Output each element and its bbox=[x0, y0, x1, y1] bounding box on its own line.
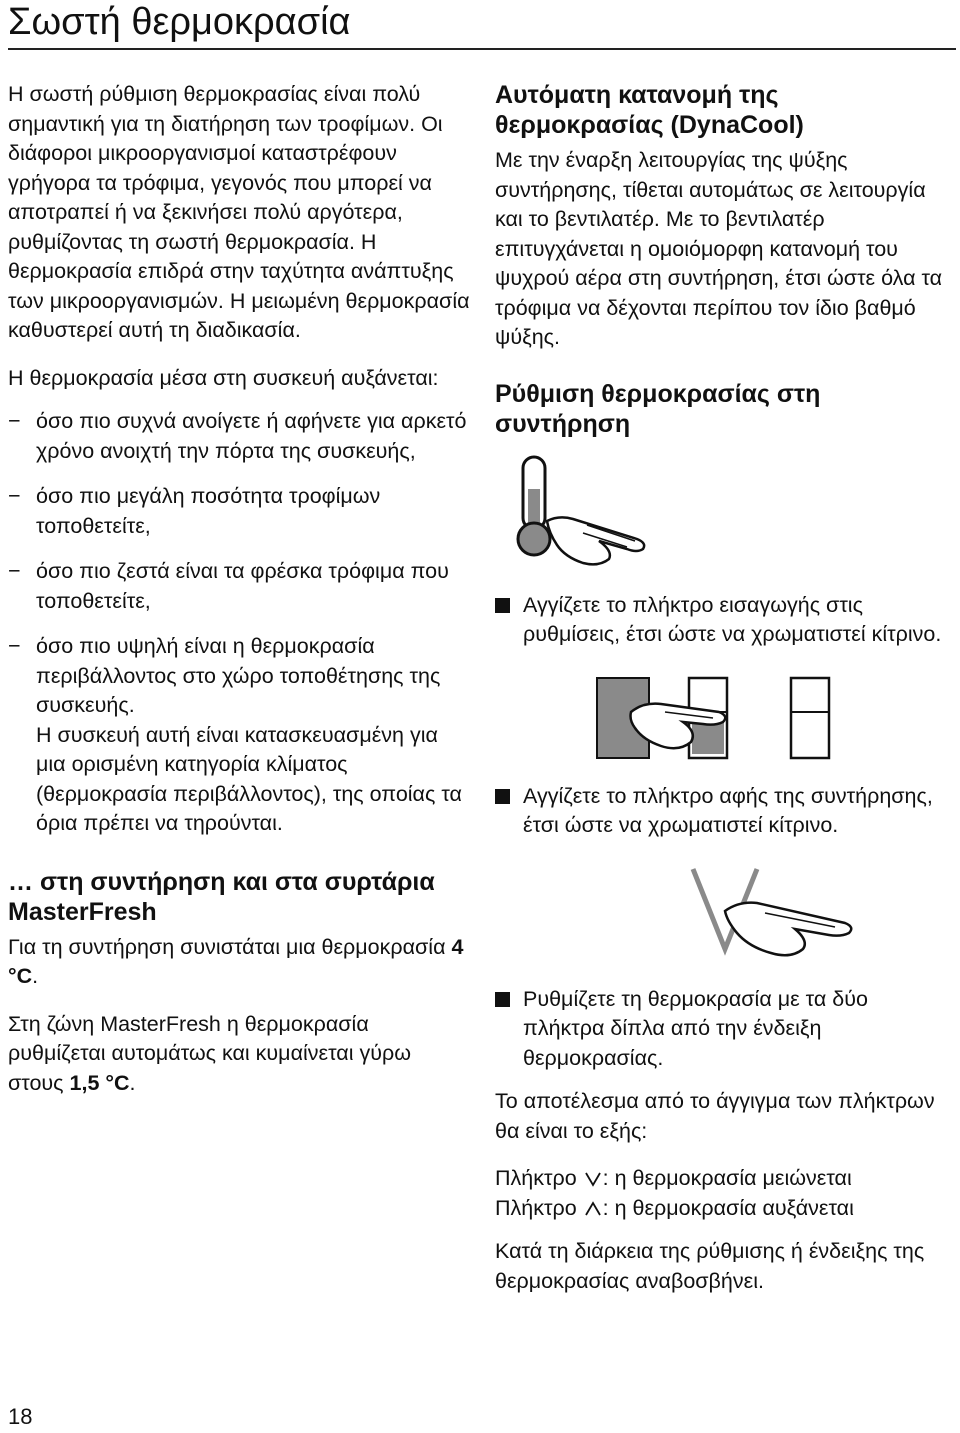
masterfresh-paragraph: Στη ζώνη MasterFresh η θερμοκρασία ρυθμίζεται αυτομάτως και κυμαίνεται γύρω στους 1,5 °C. bbox=[8, 1011, 411, 1095]
step-fridge-key: Αγγίζετε το πλήκτρο αφής της συντήρησης, έτσι ώστε να χρωματιστεί κίτρινο. bbox=[495, 782, 950, 841]
list-item: − όσο πιο συχνά ανοίγετε ή αφήνετε για αρκετό χρόνο ανοιχτή την πόρτα της συσκευής, bbox=[8, 409, 467, 463]
result-paragraph: Το αποτέλεσμα από το άγγιγμα των πλήκτρων θα είναι το εξής: bbox=[495, 1089, 935, 1143]
title-rule bbox=[8, 48, 956, 50]
square-bullet bbox=[495, 789, 510, 804]
dash-marker: − bbox=[8, 409, 21, 433]
right-column bbox=[495, 80, 950, 1314]
dash-marker: − bbox=[8, 484, 21, 508]
intro-paragraph: Η σωστή ρύθμιση θερμοκρασίας είναι πολύ σημαντική για τη διατήρηση των τροφίμων. Οι διάφοροι μικροοργανισμοί καταστρέφουν γρήγορα τα τρόφιμα, γεγονός που μπορεί να αποτραπεί ή να ξεκινήσει πολύ αργότερα, ρυθμίζοντας τη σωστή θερμοκρασία. Η θερμοκρασία επιδρά στην ταχύτητα ανάπτυξης των μικροοργανισμών. Η μειωμένη θερμοκρασία καθυστερεί αυτή τη διαδικασία. bbox=[8, 82, 470, 342]
left-column bbox=[8, 80, 470, 1116]
temperature-rises-paragraph: Η θερμοκρασία μέσα στη συσκευή αυξάνεται: bbox=[8, 365, 439, 390]
list-item: − όσο πιο μεγάλη ποσότητα τροφίμων τοποθετείτε, bbox=[8, 484, 381, 538]
fridge-temperature-paragraph: Για τη συντήρηση συνιστάται μια θερμοκρασία 4 °C. bbox=[8, 934, 464, 988]
masterfresh-heading: … στη συντήρηση και στα συρτάρια MasterFresh bbox=[8, 867, 435, 926]
climate-class-note: Η συσκευή αυτή είναι κατασκευασμένη για μια ορισμένη κατηγορία κλίματος (θερμοκρασία περιβάλλοντος), της οποίας τα όρια πρέπει να τηρούνται. bbox=[36, 722, 462, 835]
dynacool-paragraph: Με την έναρξη λειτουργίας της ψύξης συντήρησης, τίθεται αυτομάτως σε λειτουργία και το βεντιλατέρ. Με το βεντιλατέρ επιτυγχάνεται η ομοιόμορφη κατανομή του ψυχρού αέρα στη συντήρηση, έτσι ώστε όλα τα τρόφιμα να δέχονται περίπου τον ίδιο βαθμό ψύξης. bbox=[495, 148, 943, 349]
dynacool-heading: Αυτόματη κατανομή της θερμοκρασίας (DynaCool) bbox=[495, 81, 804, 139]
key-down-line: Πλήκτρο : η θερμοκρασία μειώνεται bbox=[495, 1166, 852, 1190]
dash-marker: − bbox=[8, 559, 21, 583]
page-title: Σωστή θερμοκρασία bbox=[8, 1, 351, 43]
temperature-factors-list bbox=[8, 407, 470, 721]
square-bullet bbox=[495, 992, 510, 1007]
chevron-down-icon bbox=[584, 1171, 602, 1187]
page-number: 18 bbox=[8, 1404, 33, 1429]
key-up-line: Πλήκτρο : η θερμοκρασία αυξάνεται bbox=[495, 1195, 854, 1220]
chevron-up-icon bbox=[584, 1201, 602, 1217]
thermometer-touch-icon bbox=[487, 453, 667, 573]
step-temperature-keys: Ρυθμίζετε τη θερμοκρασία με τα δύο πλήκτρα δίπλα από την ένδειξη θερμοκρασίας. bbox=[495, 985, 950, 1074]
list-item: − όσο πιο ζεστά είναι τα φρέσκα τρόφιμα που τοποθετείτε, bbox=[8, 559, 449, 613]
step-settings-key: Αγγίζετε το πλήκτρο εισαγωγής στις ρυθμίσεις, έτσι ώστε να χρωματιστεί κίτρινο. bbox=[495, 591, 950, 650]
blinking-paragraph: Κατά τη διάρκεια της ρύθμισης ή ένδειξης της θερμοκρασίας αναβοσβήνει. bbox=[495, 1239, 925, 1293]
list-item: − όσο πιο υψηλή είναι η θερμοκρασία περιβάλλοντος στο χώρο τοποθέτησης της συσκευής. bbox=[8, 634, 441, 717]
fridge-compartment-touch-icon bbox=[591, 672, 871, 764]
square-bullet bbox=[495, 598, 510, 613]
fridge-setting-heading: Ρύθμιση θερμοκρασίας στη συντήρηση bbox=[495, 379, 821, 438]
key-effects bbox=[495, 1164, 950, 1223]
dash-marker: − bbox=[8, 634, 21, 658]
chevron-down-touch-icon bbox=[685, 863, 905, 967]
